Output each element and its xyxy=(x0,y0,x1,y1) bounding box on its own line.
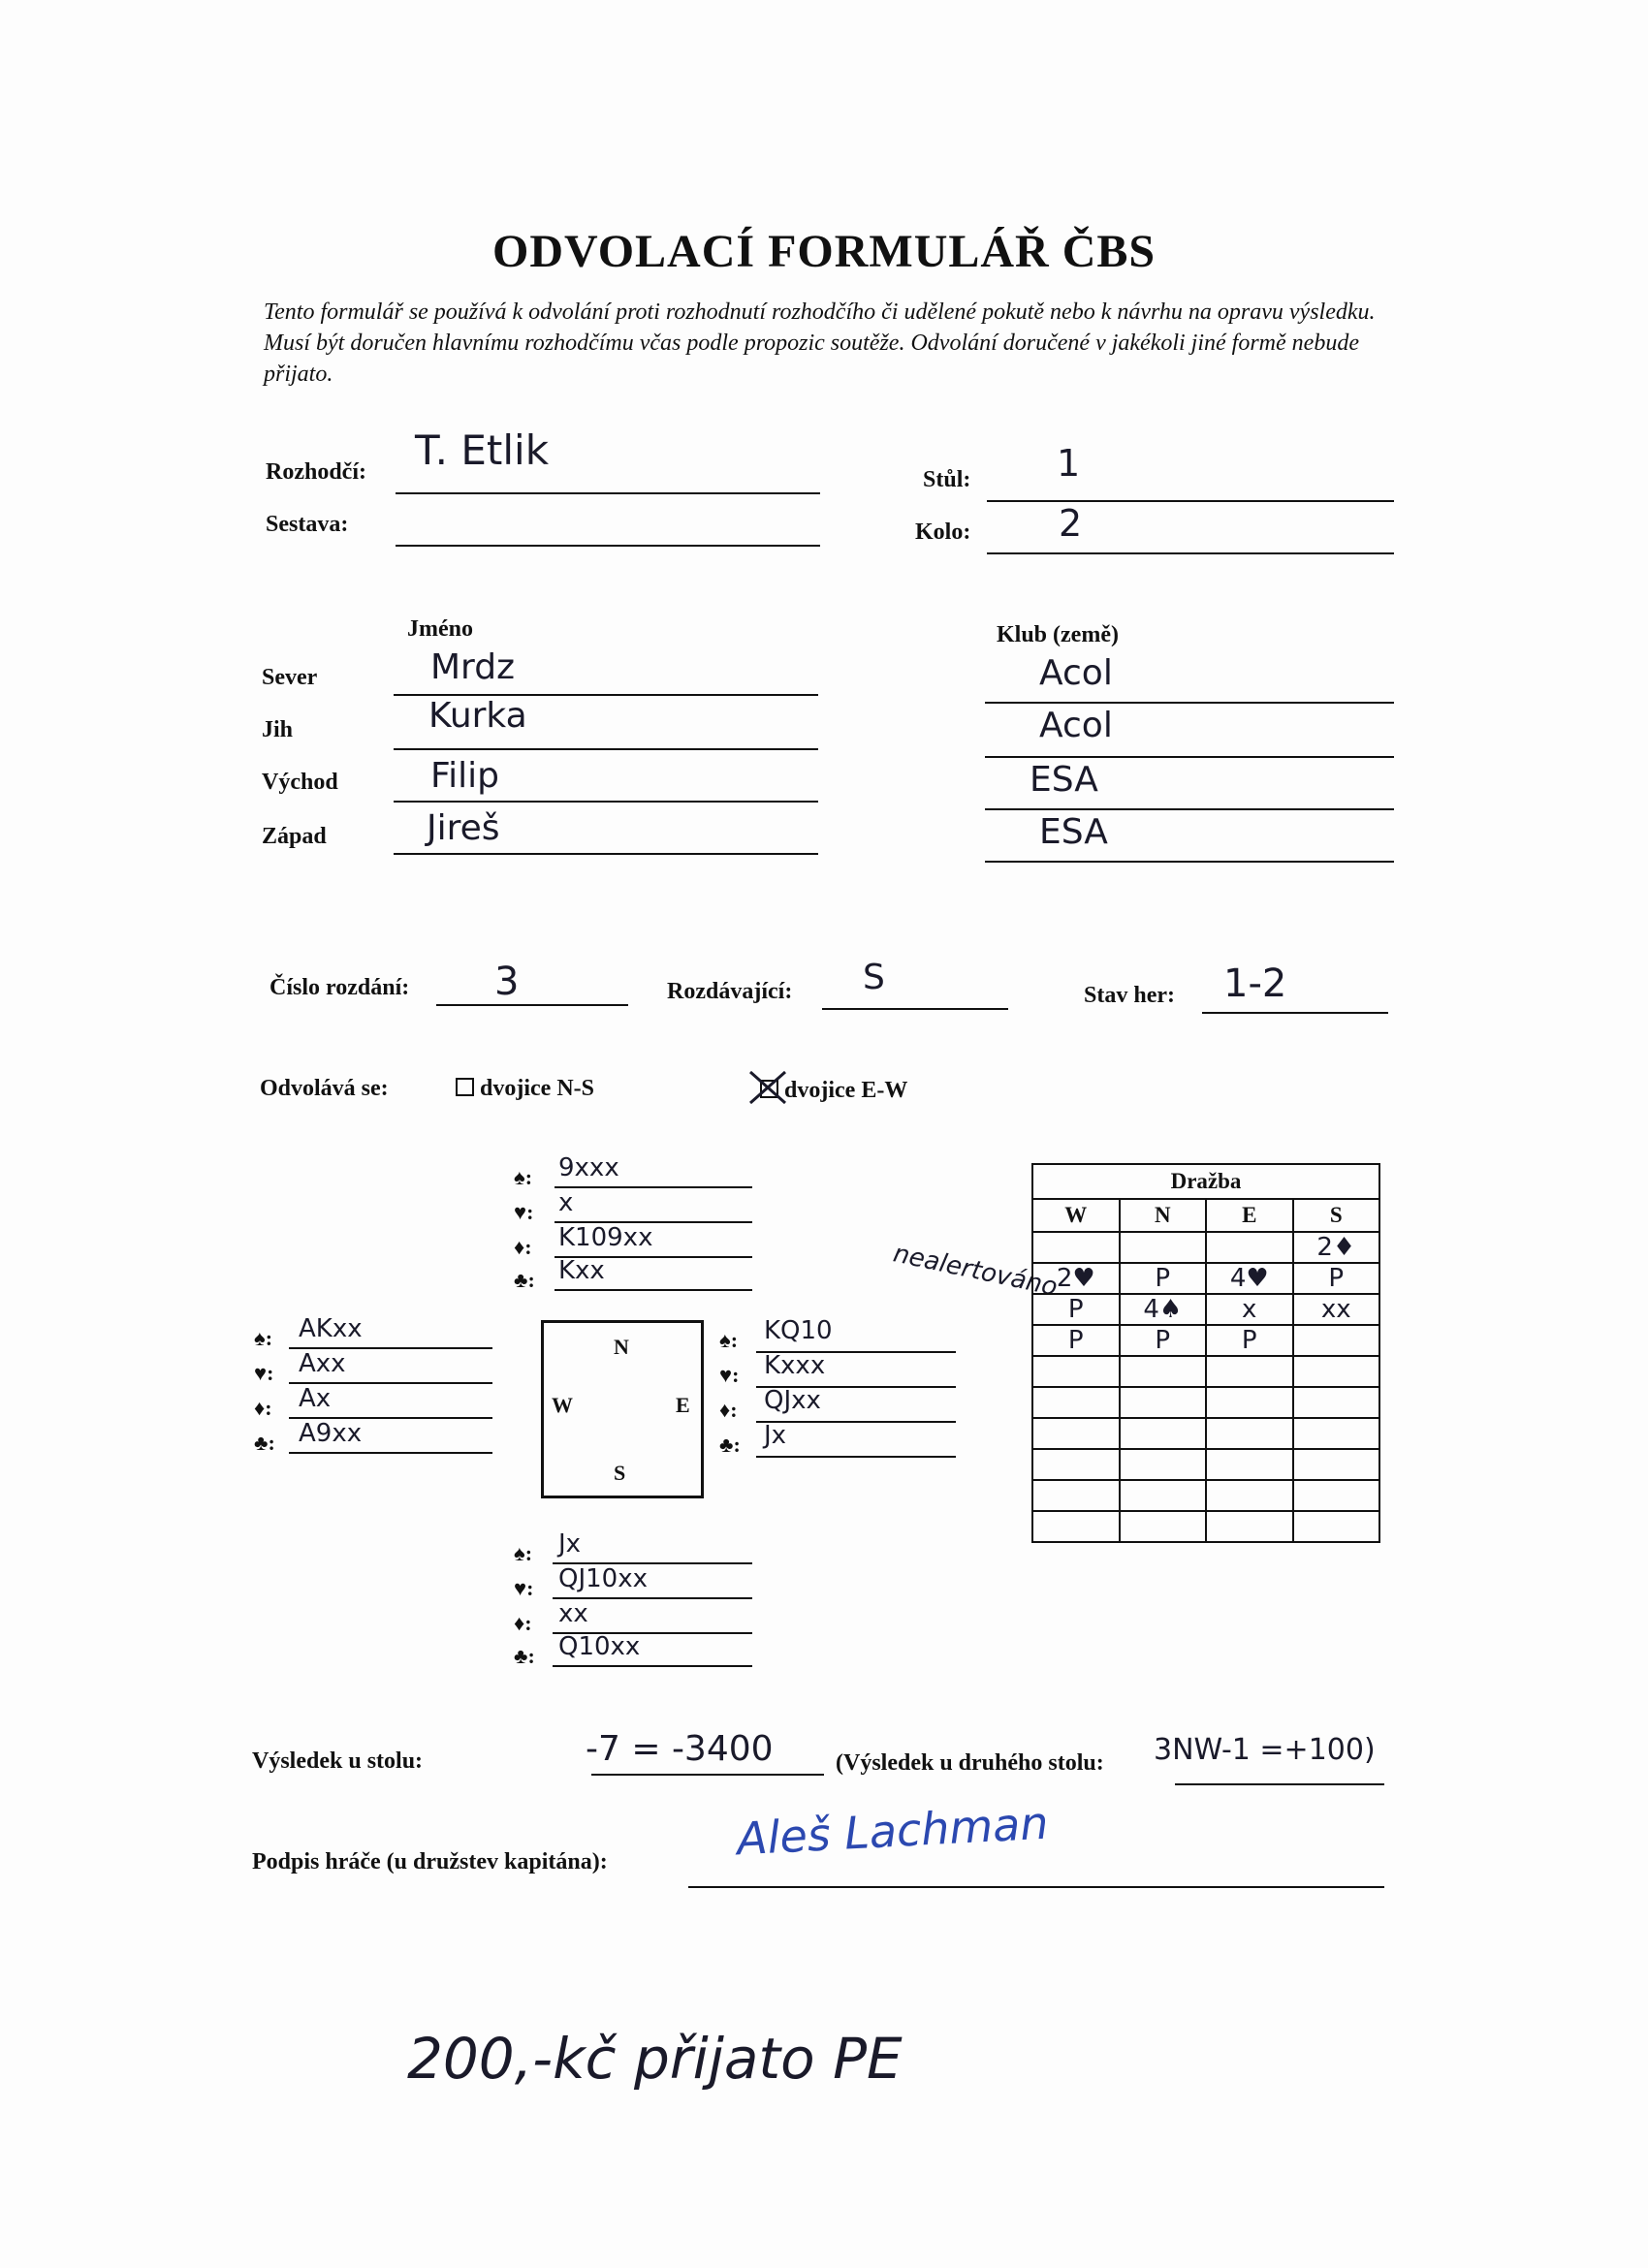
diamond-icon: ♦: xyxy=(514,1611,532,1635)
east-diamonds xyxy=(719,1386,821,1423)
bidding-cell xyxy=(1293,1387,1380,1418)
north-spades-value: 9xxx xyxy=(558,1153,619,1182)
jih-label: Jih xyxy=(262,717,294,742)
druhy-stul-label: (Výsledek u druhého stolu: xyxy=(836,1750,1104,1776)
sestava-label: Sestava: xyxy=(266,512,349,537)
bidding-row xyxy=(1032,1325,1379,1356)
bidding-cell xyxy=(1032,1356,1120,1387)
druhy-stul-value: 3NW-1 =+100) xyxy=(1154,1733,1376,1767)
bidding-title: Dražba xyxy=(1032,1164,1379,1199)
bidding-cell xyxy=(1293,1325,1380,1356)
sever-name: Mrdz xyxy=(430,647,515,687)
rozhodci-line xyxy=(396,492,820,494)
jih-name-line xyxy=(394,748,818,750)
bidding-cell: x xyxy=(1206,1294,1293,1325)
east-clubs-value: Jx xyxy=(764,1421,787,1450)
bidding-cell: xx xyxy=(1293,1294,1380,1325)
bidding-cell xyxy=(1032,1511,1120,1542)
heart-icon: ♥: xyxy=(719,1363,740,1387)
west-diamonds xyxy=(254,1384,332,1421)
druhy-stul-line xyxy=(1175,1783,1384,1785)
south-clubs xyxy=(514,1632,641,1669)
sever-club: Acol xyxy=(1039,653,1113,693)
north-spades-line xyxy=(555,1186,752,1188)
bidding-cell xyxy=(1293,1356,1380,1387)
bidding-cell: 2♦ xyxy=(1293,1232,1380,1263)
sestava-line xyxy=(396,545,820,547)
kolo-line xyxy=(987,552,1394,554)
south-spades xyxy=(514,1529,582,1566)
bidding-row xyxy=(1032,1449,1379,1480)
ew-option[interactable] xyxy=(760,1078,907,1104)
bidding-header-w: W xyxy=(1032,1199,1120,1232)
bidding-cell: P xyxy=(1032,1294,1120,1325)
ns-checkbox[interactable] xyxy=(456,1078,474,1096)
bidding-cell xyxy=(1206,1449,1293,1480)
bidding-annotation: nealertováno xyxy=(890,1239,1061,1303)
south-diamonds xyxy=(514,1599,588,1636)
north-clubs xyxy=(514,1256,605,1293)
east-hearts xyxy=(719,1351,826,1388)
south-clubs-line xyxy=(553,1665,752,1667)
bidding-cell: 4♥ xyxy=(1206,1263,1293,1294)
jih-name: Kurka xyxy=(428,696,527,736)
ns-option[interactable] xyxy=(456,1076,594,1102)
west-clubs xyxy=(254,1419,363,1456)
bidding-cell xyxy=(1120,1449,1207,1480)
bidding-header-n: N xyxy=(1120,1199,1207,1232)
zapad-label: Západ xyxy=(262,824,327,849)
bidding-cell xyxy=(1032,1232,1120,1263)
bidding-cell xyxy=(1120,1356,1207,1387)
rozdavajici-line xyxy=(822,1008,1008,1010)
heart-icon: ♥: xyxy=(514,1576,534,1600)
compass-south: S xyxy=(614,1461,626,1485)
vychod-name: Filip xyxy=(430,756,499,796)
vysledek-label: Výsledek u stolu: xyxy=(252,1748,424,1774)
payment-note: 200,-kč přijato PE xyxy=(407,2026,903,2092)
compass-east: E xyxy=(676,1393,690,1417)
bidding-cell xyxy=(1206,1387,1293,1418)
south-spades-value: Jx xyxy=(558,1529,582,1559)
diamond-icon: ♦: xyxy=(514,1235,532,1259)
vychod-club-line xyxy=(985,808,1394,810)
north-hearts-value: x xyxy=(558,1188,574,1217)
bidding-row xyxy=(1032,1511,1379,1542)
south-diamonds-value: xx xyxy=(558,1599,588,1628)
vychod-name-line xyxy=(394,801,818,803)
west-spades xyxy=(254,1314,363,1351)
bidding-row xyxy=(1032,1294,1379,1325)
stav-her-label: Stav her: xyxy=(1084,983,1175,1008)
bidding-header-s: S xyxy=(1293,1199,1380,1232)
club-icon: ♣: xyxy=(254,1431,275,1455)
compass-north: N xyxy=(614,1335,629,1359)
compass-box xyxy=(541,1320,704,1498)
bidding-rows xyxy=(1032,1232,1379,1542)
bidding-cell xyxy=(1120,1232,1207,1263)
west-clubs-line xyxy=(289,1452,492,1454)
klub-header: Klub (země) xyxy=(997,622,1119,647)
north-clubs-value: Kxx xyxy=(558,1256,605,1285)
bidding-cell xyxy=(1293,1480,1380,1511)
bidding-cell xyxy=(1293,1511,1380,1542)
stav-her-value: 1-2 xyxy=(1223,961,1287,1006)
west-spades-value: AKxx xyxy=(299,1314,363,1343)
page-title: ODVOLACÍ FORMULÁŘ ČBS xyxy=(492,226,1157,277)
bidding-cell: P xyxy=(1206,1325,1293,1356)
zapad-name: Jireš xyxy=(427,808,500,848)
spade-icon: ♠: xyxy=(514,1541,533,1565)
vychod-label: Východ xyxy=(262,770,338,795)
zapad-club-line xyxy=(985,861,1394,863)
cislo-rozdani-value: 3 xyxy=(494,960,520,1004)
bidding-cell: P xyxy=(1120,1263,1207,1294)
vysledek-value: -7 = -3400 xyxy=(586,1729,774,1769)
ew-check-mark xyxy=(746,1068,789,1107)
bidding-cell: P xyxy=(1032,1325,1120,1356)
bidding-table xyxy=(1031,1163,1380,1686)
east-clubs-line xyxy=(756,1456,956,1458)
zapad-club: ESA xyxy=(1039,812,1108,852)
spade-icon: ♠: xyxy=(719,1328,739,1352)
cislo-rozdani-label: Číslo rozdání: xyxy=(269,975,410,1000)
bidding-cell xyxy=(1032,1449,1120,1480)
podpis-line xyxy=(688,1886,1384,1888)
cislo-rozdani-line xyxy=(436,1004,628,1006)
west-hearts-value: Axx xyxy=(299,1349,346,1378)
bidding-cell: 4♠ xyxy=(1120,1294,1207,1325)
south-clubs-value: Q10xx xyxy=(558,1632,641,1661)
club-icon: ♣: xyxy=(514,1268,535,1292)
ns-label: dvojice N-S xyxy=(480,1076,594,1101)
north-spades xyxy=(514,1153,619,1190)
heart-icon: ♥: xyxy=(254,1361,274,1385)
north-clubs-line xyxy=(555,1289,752,1291)
bidding-cell xyxy=(1206,1511,1293,1542)
bidding-cell xyxy=(1206,1480,1293,1511)
bidding-cell: P xyxy=(1293,1263,1380,1294)
west-clubs-value: A9xx xyxy=(299,1419,363,1448)
south-hearts xyxy=(514,1564,648,1601)
ew-checkbox[interactable] xyxy=(760,1080,778,1098)
club-icon: ♣: xyxy=(719,1433,741,1457)
bidding-cell xyxy=(1293,1418,1380,1449)
bidding-row xyxy=(1032,1387,1379,1418)
vychod-club: ESA xyxy=(1030,760,1098,800)
rozdavajici-value: S xyxy=(863,958,885,997)
east-spades xyxy=(719,1316,833,1353)
odvolava-label: Odvolává se: xyxy=(260,1076,389,1101)
bidding-row xyxy=(1032,1480,1379,1511)
west-hearts xyxy=(254,1349,346,1386)
jmeno-header: Jméno xyxy=(407,616,473,642)
bidding-row xyxy=(1032,1356,1379,1387)
west-diamonds-value: Ax xyxy=(299,1384,332,1413)
club-icon: ♣: xyxy=(514,1644,535,1668)
bidding-row xyxy=(1032,1232,1379,1263)
kolo-value: 2 xyxy=(1059,502,1083,545)
spade-icon: ♠: xyxy=(514,1165,533,1189)
north-diamonds-value: K109xx xyxy=(558,1223,653,1252)
bidding-cell xyxy=(1206,1232,1293,1263)
bidding-cell xyxy=(1206,1418,1293,1449)
east-hearts-value: Kxxx xyxy=(764,1351,826,1380)
east-diamonds-value: QJxx xyxy=(764,1386,821,1415)
east-spades-value: KQ10 xyxy=(764,1316,833,1345)
bidding-cell xyxy=(1032,1418,1120,1449)
podpis-value: Aleš Lachman xyxy=(735,1796,1050,1866)
compass-west: W xyxy=(552,1393,573,1417)
jih-club-line xyxy=(985,756,1394,758)
bidding-cell xyxy=(1120,1480,1207,1511)
sever-label: Sever xyxy=(262,665,318,690)
stul-line xyxy=(987,500,1394,502)
jih-club: Acol xyxy=(1039,706,1113,745)
zapad-name-line xyxy=(394,853,818,855)
bidding-cell xyxy=(1206,1356,1293,1387)
north-diamonds xyxy=(514,1223,653,1260)
bidding-cell xyxy=(1032,1480,1120,1511)
bidding-cell xyxy=(1120,1387,1207,1418)
south-hearts-value: QJ10xx xyxy=(558,1564,648,1593)
east-clubs xyxy=(719,1421,787,1458)
stav-her-line xyxy=(1202,1012,1388,1014)
bidding-cell: P xyxy=(1120,1325,1207,1356)
rozdavajici-label: Rozdávající: xyxy=(667,979,793,1004)
bidding-header-e: E xyxy=(1206,1199,1293,1232)
podpis-label: Podpis hráče (u družstev kapitána): xyxy=(252,1849,608,1874)
rozhodci-value: T. Etlik xyxy=(415,426,550,474)
bidding-cell: 2♥ xyxy=(1032,1263,1120,1294)
bidding-row xyxy=(1032,1418,1379,1449)
intro-text: Tento formulář se používá k odvolání proti rozhodnutí rozhodčího či udělené pokutě nebo k návrhu na opravu výsledku. Musí být doručen hlavnímu rozhodčímu včas podle propozic soutěže. Odvolání doručené v jakékoli jiné formě nebude přijato. xyxy=(264,299,1376,387)
bidding-cell xyxy=(1120,1418,1207,1449)
stul-value: 1 xyxy=(1057,442,1081,485)
heart-icon: ♥: xyxy=(514,1200,534,1224)
diamond-icon: ♦: xyxy=(719,1398,738,1422)
north-hearts xyxy=(514,1188,574,1225)
bidding-cell xyxy=(1293,1449,1380,1480)
kolo-label: Kolo: xyxy=(915,520,971,545)
spade-icon: ♠: xyxy=(254,1326,273,1350)
rozhodci-label: Rozhodčí: xyxy=(266,459,366,485)
ew-label: dvojice E-W xyxy=(784,1078,908,1103)
diamond-icon: ♦: xyxy=(254,1396,272,1420)
bidding-cell xyxy=(1120,1511,1207,1542)
bidding-cell xyxy=(1032,1387,1120,1418)
sever-club-line xyxy=(985,702,1394,704)
vysledek-line xyxy=(591,1774,824,1776)
stul-label: Stůl: xyxy=(923,467,971,492)
bidding-row xyxy=(1032,1263,1379,1294)
